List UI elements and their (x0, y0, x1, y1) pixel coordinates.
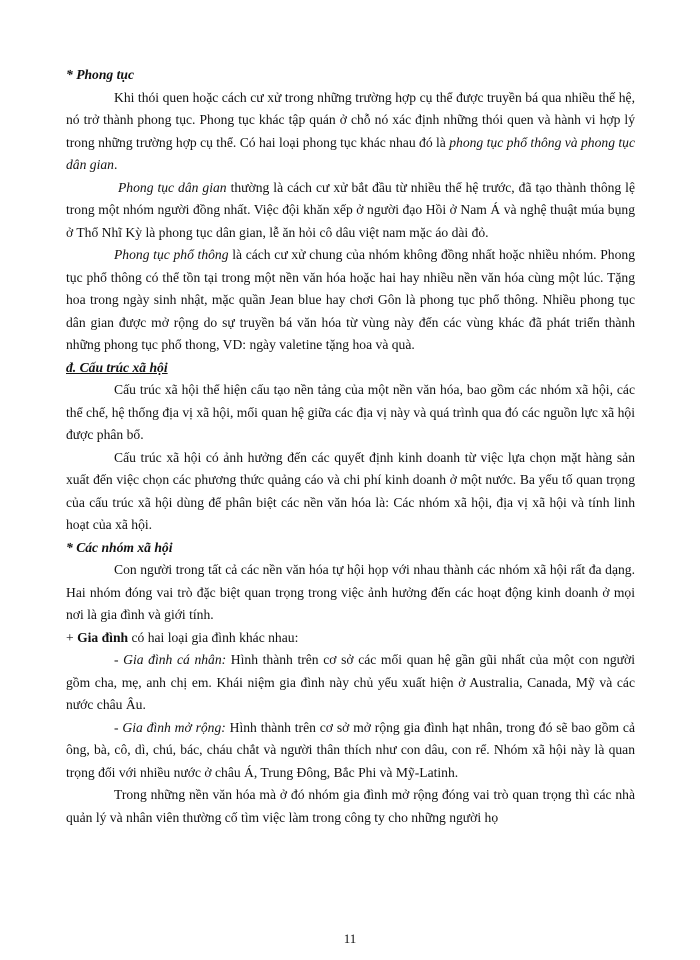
page-content (66, 64, 635, 829)
emphasis-mo-rong: - Gia đình mở rộng: (114, 719, 226, 735)
emphasis-two-customs: phong tục phổ thông và phong tục dân gian (66, 134, 635, 172)
heading-phong-tuc: * Phong tục (66, 67, 134, 82)
heading-cac-nhom-xa-hoi: * Các nhóm xã hội (66, 539, 173, 555)
paragraph-gia-dinh: + Gia đình có hai loại gia đình khác nhau: (66, 629, 299, 645)
paragraph-phong-tuc-intro: Khi thói quen hoặc cách cư xử trong những trường hợp cụ thể được truyền bá qua nhiều thế hệ, nó trở thành phong tục. Phong tục khác tập quán ở chỗ nó xác định những thói quen và hành vi hợp lý trong những trường hợp cụ thể. Có hai loại phong tục khác nhau đó là phong tục phổ thông và phong tục dân gian. (66, 89, 635, 172)
paragraph-nhom-xa-hoi: Con người trong tất cả các nền văn hóa tự hội họp với nhau thành các nhóm xã hội rất đa dạng. Hai nhóm đóng vai trò đặc biệt quan trọng trong việc ảnh hưởng đến các hoạt động kinh doanh ở mọi nơi là gia đình và giới tính. (66, 562, 635, 622)
paragraph-cau-truc-1: Cấu trúc xã hội thể hiện cấu tạo nền tảng của một nền văn hóa, bao gồm các nhóm xã hội, các thể chế, hệ thống địa vị xã hội, mối quan hệ giữa các địa vị này và quá trình qua đó các nguồn lực xã hội được phân bổ. (66, 382, 635, 442)
heading-cau-truc-xa-hoi: đ. Cấu trúc xã hội (66, 359, 168, 375)
paragraph-phong-tuc-pho-thong: Phong tục phổ thông là cách cư xử chung của nhóm không đồng nhất hoặc nhiều nhóm. Phong tục phổ thông có thể tồn tại trong một nền văn hóa hoặc hai hay nhiều nền văn hóa cùng một lúc. Tặng hoa trong ngày sinh nhật, mặc quần Jean blue hay chơi Gôn là phong tục phổ thông. Nhiều phong tục dân gian được mở rộng do sự truyền bá văn hóa từ vùng này đến các vùng khác đã phát triển thành những phong tục phổ thong, VD: ngày valetine tặng hoa và quà. (66, 247, 635, 352)
emphasis-ca-nhan: - Gia đình cá nhân: (114, 652, 227, 667)
paragraph-gia-dinh-ca-nhan: - Gia đình cá nhân: Hình thành trên cơ sở các mối quan hệ gần gũi nhất của một con người gồm cha, mẹ, anh chị em. Khái niệm gia đình này chủ yếu xuất hiện ở Australia, Canada, Mỹ và các nước châu Âu. (66, 652, 635, 712)
paragraph-phong-tuc-dan-gian: Phong tục dân gian thường là cách cư xử bắt đầu từ nhiều thế hệ trước, đã tạo thành thông lệ trong một nhóm người đồng nhất. Việc đội khăn xếp ở người đạo Hồi ở Nam Á và nghệ thuật múa bụng ở Thổ Nhĩ Kỳ là phong tục dân gian, lễ ăn hỏi cô dâu việt nam mặc áo dài đỏ. (66, 179, 635, 240)
page-number: 11 (343, 931, 357, 946)
paragraph-last: Trong những nền văn hóa mà ở đó nhóm gia đình mở rộng đóng vai trò quan trọng thì các nhà quản lý và nhân viên thường cố tìm việc làm trong công ty cho những người họ (66, 787, 635, 825)
paragraph-cau-truc-2: Cấu trúc xã hội có ảnh hưởng đến các quyết định kinh doanh từ việc lựa chọn mặt hàng sản xuất đến việc chọn các phương thức quảng cáo và chi phí kinh doanh ở một nước. Ba yếu tố quan trọng của cấu trúc xã hội dùng để phân biệt các nền văn hóa là: Các nhóm xã hội, địa vị xã hội và tính linh hoạt của xã hội. (66, 449, 635, 532)
emphasis-folk-custom: Phong tục dân gian (118, 179, 227, 195)
emphasis-popular-custom: Phong tục phổ thông (114, 247, 229, 262)
bold-gia-dinh: Gia đình (77, 629, 129, 645)
paragraph-gia-dinh-mo-rong: - Gia đình mở rộng: Hình thành trên cơ sở mở rộng gia đình hạt nhân, trong đó sẽ bao gồm cả ông, bà, cô, dì, chú, bác, cháu chắt và người thân thích như con dâu, con rể. Nhóm xã hội này là quan trọng đối với nhiều nước ở châu Á, Trung Đông, Bắc Phi và Mỹ-Latinh. (66, 719, 635, 780)
